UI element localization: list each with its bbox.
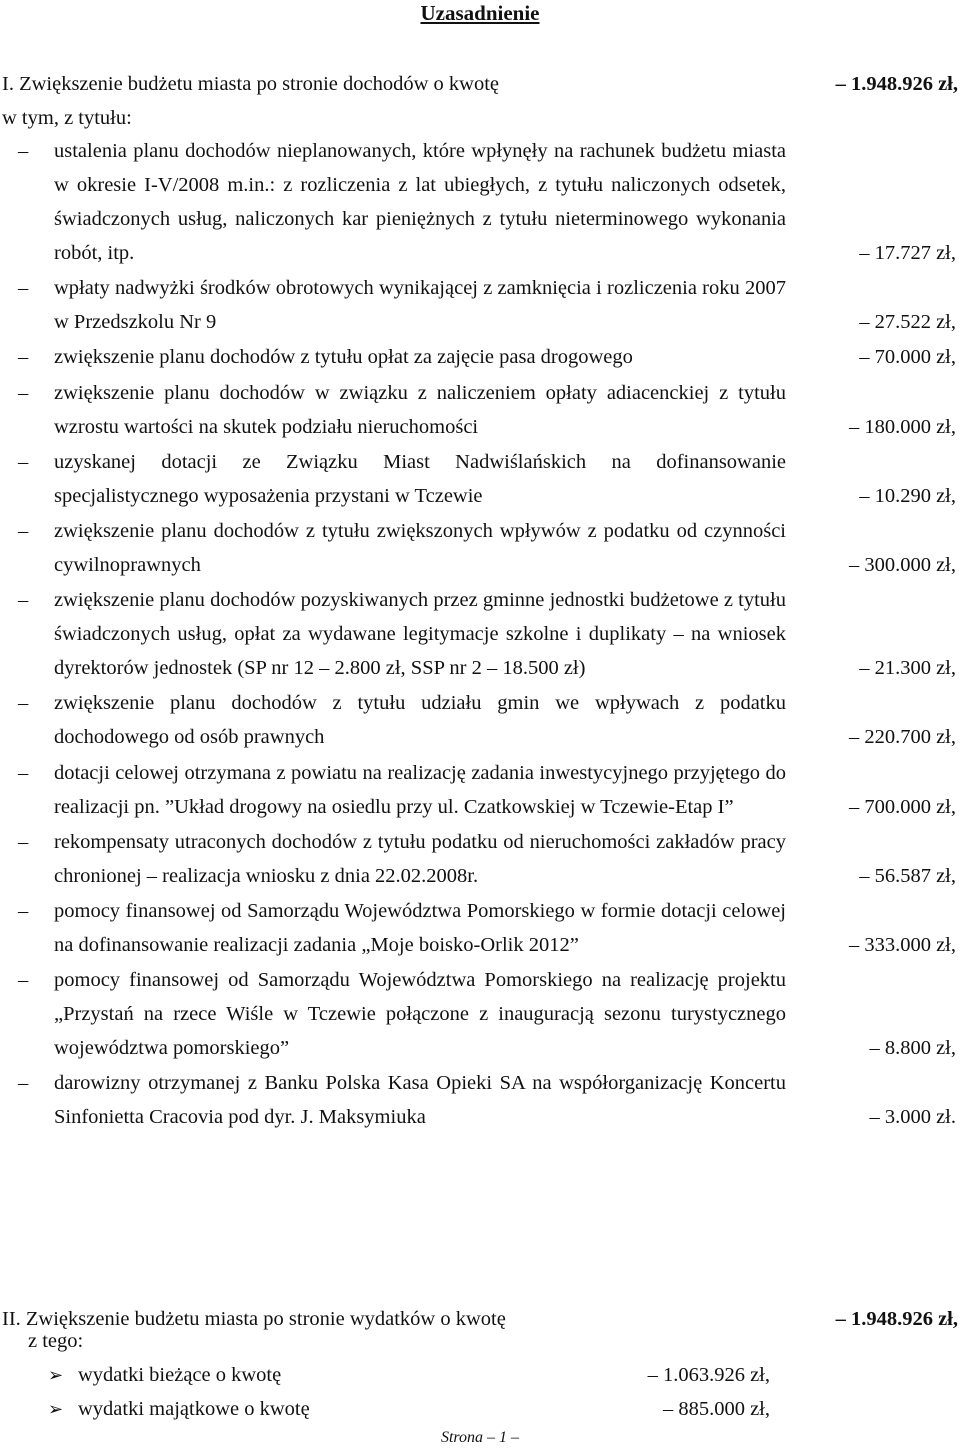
section-1-amount: – 1.948.926 zł,	[835, 73, 958, 95]
document-title: Uzasadnienie	[420, 1, 540, 25]
item-dash: –	[18, 761, 29, 784]
item-amount: – 3.000 zł.	[869, 1106, 956, 1129]
bullet-item	[48, 1358, 770, 1392]
list-item	[16, 825, 956, 893]
arrow-bullet-icon: ➢	[48, 1399, 64, 1419]
item-text: zwiększenie planu dochodów pozyskiwanych przez gminne jednostki budżetowe z tytułu świadczonych usług, opłat za wydawane legitymacje szkolne i duplikaty – na wniosek dyrektorów jednostek (SP nr 12 – 2.800 zł, SSP nr 2 – 18.500 zł)	[54, 589, 786, 680]
section-2-subtitle: z tego:	[28, 1330, 84, 1352]
list-item	[16, 271, 956, 339]
list-item	[16, 1066, 956, 1134]
bullet-amount: – 1.063.926 zł,	[647, 1364, 770, 1386]
section-1-line	[2, 67, 958, 101]
list-item	[16, 963, 956, 1065]
item-dash: –	[18, 140, 29, 162]
list-item	[16, 445, 956, 513]
item-dash: –	[18, 1072, 29, 1095]
item-amount: – 10.290 zł,	[859, 484, 956, 507]
item-amount: – 27.522 zł,	[859, 311, 956, 334]
item-amount: – 21.300 zł,	[859, 657, 956, 680]
bullet-label: wydatki majątkowe o kwotę	[78, 1398, 310, 1420]
section-2-label: II. Zwiększenie budżetu miasta po stronie wydatków o kwotę	[2, 1308, 506, 1330]
list-item	[16, 134, 956, 270]
bullet-item	[48, 1392, 770, 1426]
section-2-line	[2, 1302, 958, 1336]
arrow-bullet-icon: ➢	[48, 1365, 64, 1385]
item-amount: – 56.587 zł,	[859, 864, 956, 887]
item-dash: –	[18, 346, 29, 369]
list-item	[16, 686, 956, 754]
item-dash: –	[18, 899, 29, 922]
list-item	[16, 514, 956, 582]
item-amount: – 220.700 zł,	[848, 726, 956, 749]
item-amount: – 700.000 zł,	[848, 795, 956, 818]
item-amount: – 8.800 zł,	[869, 1037, 956, 1060]
item-dash: –	[18, 969, 29, 992]
item-dash: –	[18, 692, 29, 715]
page-footer: Strona – 1 –	[440, 1429, 520, 1446]
item-text: uzyskanej dotacji ze Związku Miast Nadwiślańskich na dofinansowanie specjalistycznego wyposażenia przystani w Tczewie	[54, 450, 786, 507]
bullet-amount: – 885.000 zł,	[662, 1398, 770, 1420]
item-text: dotacji celowej otrzymana z powiatu na realizację zadania inwestycyjnego przyjętego do realizacji pn. ”Układ drogowy na osiedlu przy ul. Czatkowskiej w Tczewie-Etap I”	[54, 761, 786, 818]
item-amount: – 180.000 zł,	[848, 415, 956, 438]
item-amount: – 70.000 zł,	[859, 346, 956, 369]
item-text: pomocy finansowej od Samorządu Województwa Pomorskiego w formie dotacji celowej na dofinansowanie realizacji zadania „Moje boisko-Orlik 2012”	[54, 899, 786, 956]
section-2-amount: – 1.948.926 zł,	[835, 1308, 958, 1330]
item-amount: – 17.727 zł,	[859, 242, 956, 264]
item-dash: –	[18, 519, 29, 542]
item-text: zwiększenie planu dochodów z tytułu opłat za zajęcie pasa drogowego	[54, 346, 633, 369]
section-1-label: I. Zwiększenie budżetu miasta po stronie dochodów o kwotę	[2, 73, 499, 95]
item-text: wpłaty nadwyżki środków obrotowych wynikającej z zamknięcia i rozliczenia roku 2007 w Przedszkolu Nr 9	[54, 277, 786, 334]
item-dash: –	[18, 381, 29, 404]
income-items-list	[16, 134, 956, 1135]
item-amount: – 333.000 zł,	[848, 933, 956, 956]
item-dash: –	[18, 450, 29, 473]
list-item	[16, 376, 956, 444]
item-text: ustalenia planu dochodów nieplanowanych, które wpłynęły na rachunek budżetu miasta w okresie I-V/2008 m.in.: z rozliczenia z lat ubiegłych, z tytułu naliczonych odsetek, świadczonych usług, naliczonych kar pieniężnych z tytułu nieterminowego wykonania robót, itp.	[54, 140, 786, 264]
bullet-label: wydatki bieżące o kwotę	[78, 1364, 282, 1386]
item-dash: –	[18, 830, 29, 853]
section-1-subtitle: w tym, z tytułu:	[2, 107, 132, 129]
list-item	[16, 894, 956, 962]
list-item	[16, 756, 956, 824]
item-text: rekompensaty utraconych dochodów z tytułu podatku od nieruchomości zakładów pracy chronionej – realizacja wniosku z dnia 22.02.2008r.	[54, 830, 786, 887]
item-dash: –	[18, 589, 29, 612]
item-dash: –	[18, 277, 29, 300]
item-text: darowizny otrzymanej z Banku Polska Kasa Opieki SA na współorganizację Koncertu Sinfonietta Cracovia pod dyr. J. Maksymiuka	[54, 1072, 786, 1129]
list-item	[16, 340, 956, 374]
list-item	[16, 583, 956, 685]
item-text: zwiększenie planu dochodów z tytułu udziału gmin we wpływach z podatku dochodowego od osób prawnych	[54, 692, 786, 749]
item-text: zwiększenie planu dochodów w związku z naliczeniem opłaty adiacenckiej z tytułu wzrostu wartości na skutek podziału nieruchomości	[54, 381, 786, 438]
item-text: zwiększenie planu dochodów z tytułu zwiększonych wpływów z podatku od czynności cywilnoprawnych	[54, 519, 786, 576]
item-amount: – 300.000 zł,	[848, 553, 956, 576]
item-text: pomocy finansowej od Samorządu Województwa Pomorskiego na realizację projektu „Przystań na rzece Wiśle w Tczewie połączone z inauguracją sezonu turystycznego województwa pomorskiego”	[54, 969, 786, 1060]
